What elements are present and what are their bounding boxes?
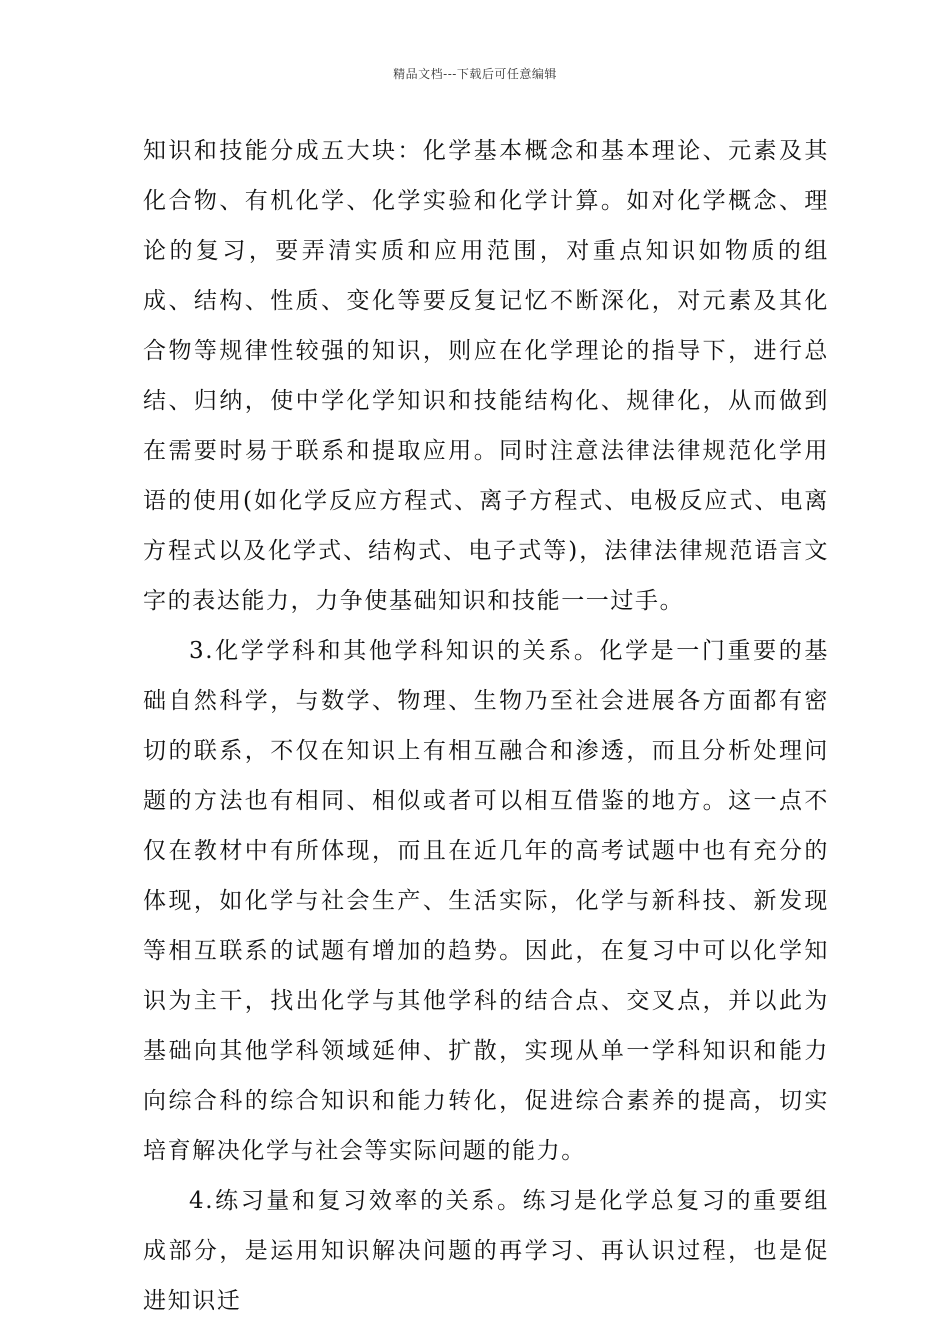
paragraph-practice-efficiency: 4.练习量和复习效率的关系。练习是化学总复习的重要组成部分，是运用知识解决问题的再学习、再认识过程，也是促进知识迁 [143, 1188, 829, 1314]
paragraph-interdisciplinary: 3.化学学科和其他学科知识的关系。化学是一门重要的基础自然科学，与数学、物理、生物乃至社会进展各方面都有密切的联系，不仅在知识上有相互融合和渗透，而且分析处理问题的方法也有相同、相似或者可以相互借鉴的地方。这一点不仅在教材中有所体现，而且在近几年的高考试题中也有充分的体现，如化学与社会生产、生活实际，化学与新科技、新发现等相互联系的试题有增加的趋势。因此，在复习中可以化学知识为主干，找出化学与其他学科的结合点、交叉点，并以此为基础向其他学科领域延伸、扩散，实现从单一学科知识和能力向综合科的综合知识和能力转化，促进综合素养的提高，切实培育解决化学与社会等实际问题的能力。 [143, 638, 829, 1164]
paragraph-knowledge-skills: 知识和技能分成五大块：化学基本概念和基本理论、元素及其化合物、有机化学、化学实验和化学计算。如对化学概念、理论的复习，要弄清实质和应用范围，对重点知识如物质的组成、结构、性质、变化等要反复记忆不断深化，对元素及其化合物等规律性较强的知识，则应在化学理论的指导下，进行总结、归纳，使中学化学知识和技能结构化、规律化，从而做到在需要时易于联系和提取应用。同时注意法律法律规范化学用语的使用(如化学反应方程式、离子方程式、电极反应式、电离方程式以及化学式、结构式、电子式等)，法律法律规范语言文字的表达能力，力争使基础知识和技能一一过手。 [143, 138, 829, 614]
page-header: 精品文档---下载后可任意编辑 [393, 67, 557, 81]
document-body [143, 126, 829, 1326]
